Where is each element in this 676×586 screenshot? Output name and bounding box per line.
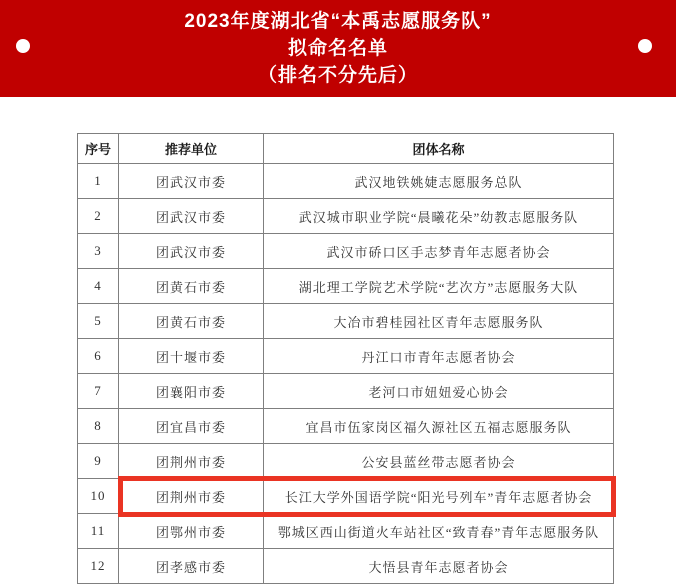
table-row: [78, 339, 614, 374]
table-row: [78, 234, 614, 269]
group-name-cell: 鄂城区西山街道火车站社区“致青春”青年志愿服务队: [264, 514, 614, 549]
column-header: 推荐单位: [119, 134, 264, 164]
recommending-unit-cell: 团荆州市委: [119, 479, 264, 514]
roster-table-container: [77, 133, 613, 584]
left-dot-decoration: [16, 39, 30, 53]
banner-title-line2: 拟命名名单: [287, 38, 388, 59]
column-header: 团体名称: [264, 134, 614, 164]
group-name-cell: 老河口市妞妞爱心协会: [264, 374, 614, 409]
column-header: 序号: [78, 134, 119, 164]
table-row-highlighted: [78, 479, 614, 514]
row-number-cell: 10: [78, 479, 119, 514]
table-row: [78, 199, 614, 234]
group-name-cell: 大冶市碧桂园社区青年志愿服务队: [264, 304, 614, 339]
group-name-cell: 武汉市硚口区手志梦青年志愿者协会: [264, 234, 614, 269]
recommending-unit-cell: 团武汉市委: [119, 199, 264, 234]
row-number-cell: 9: [78, 444, 119, 479]
row-number-cell: 7: [78, 374, 119, 409]
recommending-unit-cell: 团宜昌市委: [119, 409, 264, 444]
group-name-cell: 丹江口市青年志愿者协会: [264, 339, 614, 374]
recommending-unit-cell: 团荆州市委: [119, 444, 264, 479]
table-row: [78, 269, 614, 304]
table-row: [78, 374, 614, 409]
title-banner: [0, 0, 676, 97]
row-number-cell: 6: [78, 339, 119, 374]
row-number-cell: 4: [78, 269, 119, 304]
recommending-unit-cell: 团孝感市委: [119, 549, 264, 584]
banner-title-line3: （排名不分先后）: [257, 65, 418, 86]
recommending-unit-cell: 团武汉市委: [119, 164, 264, 199]
table-row: [78, 164, 614, 199]
row-number-cell: 8: [78, 409, 119, 444]
recommending-unit-cell: 团鄂州市委: [119, 514, 264, 549]
table-row: [78, 409, 614, 444]
recommending-unit-cell: 团襄阳市委: [119, 374, 264, 409]
table-row: [78, 304, 614, 339]
row-number-cell: 11: [78, 514, 119, 549]
row-number-cell: 12: [78, 549, 119, 584]
group-name-cell: 武汉城市职业学院“晨曦花朵”幼教志愿服务队: [264, 199, 614, 234]
recommending-unit-cell: 团武汉市委: [119, 234, 264, 269]
roster-table: [77, 133, 614, 584]
group-name-cell: 武汉地铁姚婕志愿服务总队: [264, 164, 614, 199]
row-number-cell: 5: [78, 304, 119, 339]
recommending-unit-cell: 团黄石市委: [119, 269, 264, 304]
group-name-cell: 长江大学外国语学院“阳光号列车”青年志愿者协会: [264, 479, 614, 514]
row-number-cell: 2: [78, 199, 119, 234]
group-name-cell: 宜昌市伍家岗区福久源社区五福志愿服务队: [264, 409, 614, 444]
row-number-cell: 1: [78, 164, 119, 199]
table-row: [78, 444, 614, 479]
recommending-unit-cell: 团十堰市委: [119, 339, 264, 374]
group-name-cell: 大悟县青年志愿者协会: [264, 549, 614, 584]
table-header-row: [78, 134, 614, 164]
table-row: [78, 549, 614, 584]
row-number-cell: 3: [78, 234, 119, 269]
right-dot-decoration: [638, 39, 652, 53]
banner-title-line1: 2023年度湖北省“本禹志愿服务队”: [184, 11, 492, 32]
table-row: [78, 514, 614, 549]
group-name-cell: 湖北理工学院艺术学院“艺次方”志愿服务大队: [264, 269, 614, 304]
group-name-cell: 公安县蓝丝带志愿者协会: [264, 444, 614, 479]
recommending-unit-cell: 团黄石市委: [119, 304, 264, 339]
